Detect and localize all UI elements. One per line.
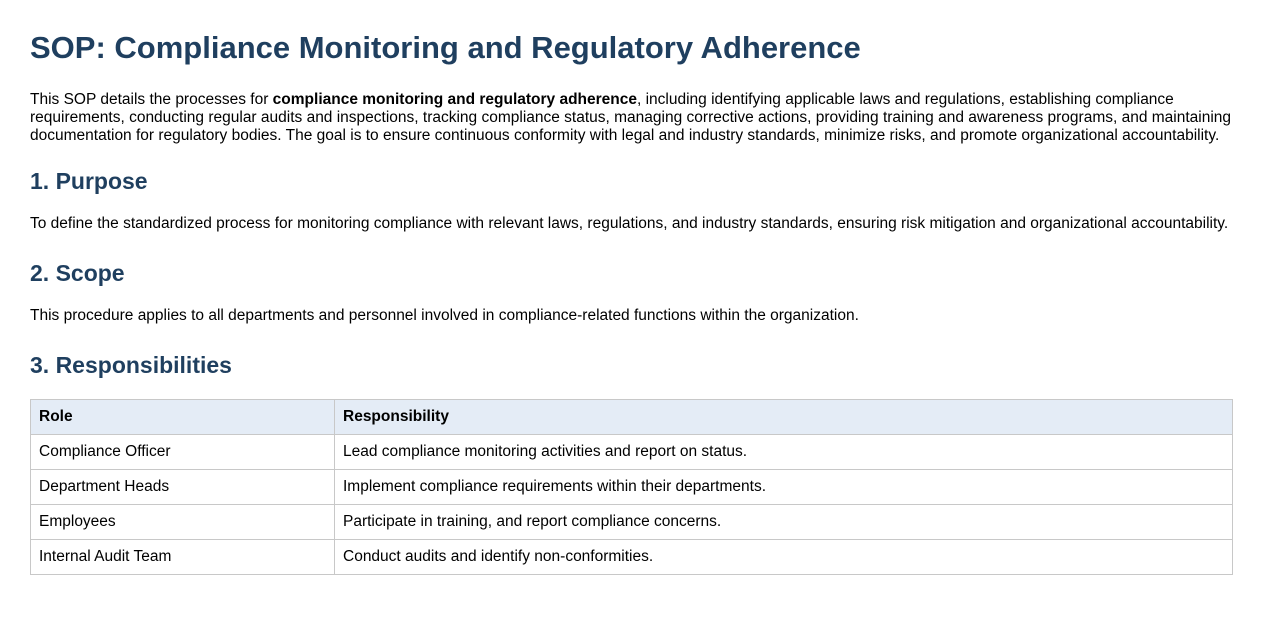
column-header-role: Role: [31, 400, 335, 435]
responsibility-cell: Lead compliance monitoring activities and report on status.: [335, 435, 1233, 470]
role-cell: Compliance Officer: [31, 435, 335, 470]
table-row: [31, 505, 1233, 540]
role-cell: Department Heads: [31, 470, 335, 505]
purpose-heading: 1. Purpose: [30, 168, 148, 194]
scope-text: This procedure applies to all departments and personnel involved in compliance-related functions within the organization.: [30, 307, 859, 324]
intro-text-bold: compliance monitoring and regulatory adherence: [272, 91, 637, 108]
responsibilities-table: [30, 399, 1233, 575]
role-cell: Internal Audit Team: [31, 540, 335, 575]
role-cell: Employees: [31, 505, 335, 540]
table-header-row: [31, 400, 1233, 435]
responsibilities-heading: 3. Responsibilities: [30, 352, 232, 378]
intro-paragraph: [30, 91, 1233, 145]
page-title: SOP: Compliance Monitoring and Regulatory Adherence: [30, 30, 861, 65]
intro-text-start: This SOP details the processes for: [30, 91, 273, 108]
column-header-responsibility: Responsibility: [335, 400, 1233, 435]
table-row: [31, 470, 1233, 505]
intro-text-end: , including identifying applicable laws and regulations, establishing compliance requirements, conducting regular audits and inspections, tracking compliance status, managing corrective actions, providing training and awareness programs, and maintaining documentation for regulatory bodies. The goal is to ensure continuous conformity with legal and industry standards, minimize risks, and promote organizational accountability.: [30, 91, 1232, 144]
table-row: [31, 540, 1233, 575]
responsibility-cell: Implement compliance requirements within their departments.: [335, 470, 1233, 505]
scope-heading: 2. Scope: [30, 260, 125, 286]
responsibility-cell: Participate in training, and report compliance concerns.: [335, 505, 1233, 540]
responsibility-cell: Conduct audits and identify non-conformities.: [335, 540, 1233, 575]
table-row: [31, 435, 1233, 470]
purpose-text: To define the standardized process for monitoring compliance with relevant laws, regulations, and industry standards, ensuring risk mitigation and organizational accountability.: [30, 215, 1229, 232]
